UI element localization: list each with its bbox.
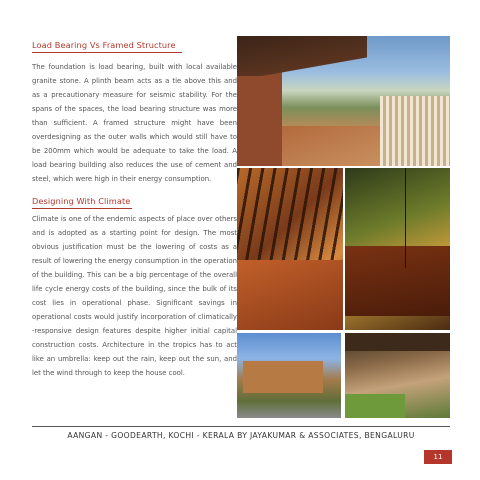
photo-verandah-terrace — [237, 36, 450, 166]
photo-timber-slats-bench — [237, 168, 343, 330]
section-paragraph-load-bearing: The foundation is load bearing, built with local available granite stone. A plinth beam acts as a tie above this and as a precautionary measure for seismic stability. For the spans of the spaces, the load bearing structure was more than sufficient. A framed structure might have been overdesigning as the outer walls which would still have to be 200mm which would be adequate to take the load. A load bearing building also reduces the use of cement and steel, which were high in their energy consumption. — [32, 63, 237, 183]
section-heading-text: Load Bearing Vs Framed Structure — [32, 40, 176, 50]
section-heading-text: Designing With Climate — [32, 196, 131, 206]
section-heading-load-bearing — [32, 40, 176, 50]
photo-hanging-swing — [345, 168, 450, 330]
footer-divider — [32, 426, 450, 427]
page-number-badge: 11 — [424, 450, 452, 464]
section-heading-climate — [32, 196, 130, 206]
heading-underline — [32, 208, 132, 209]
heading-underline — [32, 52, 182, 53]
footer-caption: AANGAN - GOODEARTH, KOCHI - KERALA BY JAYAKUMAR & ASSOCIATES, BENGALURU — [67, 431, 415, 440]
photo-houses-exterior — [237, 333, 341, 418]
section-paragraph-climate: Climate is one of the endemic aspects of place over others and is adopted as a starting point for design. The most obvious justification must be the lowering of costs as a result of lowering the energy consumption in the operation of the building. This can be a big percentage of the overall life cycle energy costs of the building, since the bulk of its cost lies in operational phase. Significant savings in operational costs would justify incorporation of climatically -responsive design features despite higher initial capital construction costs. Architecture in the tropics has to act like an umbrella: keep out the rain, keep out the sun, and let the wind through to keep the house cool. — [32, 215, 237, 377]
photo-courtyard-verandah — [345, 333, 450, 418]
